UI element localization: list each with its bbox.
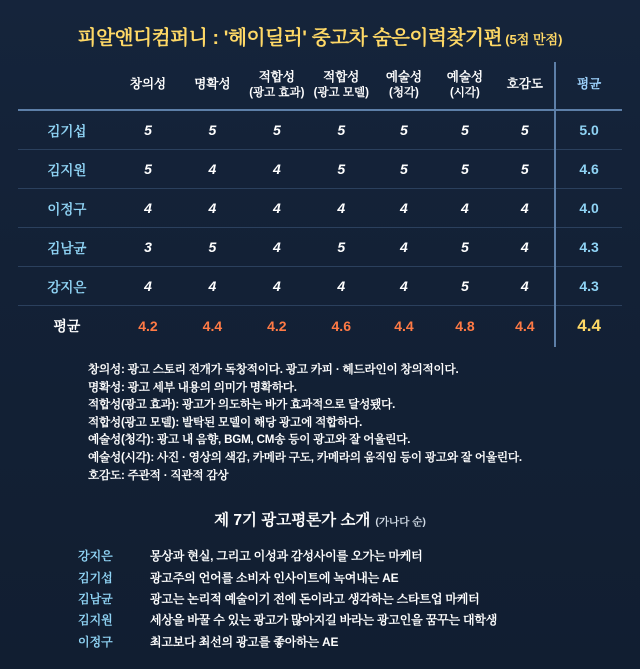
row-name: 김지원	[18, 150, 116, 189]
list-item	[78, 610, 640, 631]
table-row	[18, 267, 622, 306]
legend-item: 예술성(시각): 사진 · 영상의 색감, 카메라 구도, 카메라의 움직임 등이 광고와 잘 어울린다.	[88, 451, 522, 465]
total-score: 4.2	[138, 318, 158, 334]
total-score: 4.4	[394, 318, 414, 334]
score-table	[18, 62, 622, 347]
table-row	[18, 228, 622, 267]
header-fit-effect-label: 적합성	[258, 70, 295, 84]
legend-item: 호감도: 주관적 · 직관적 감상	[88, 468, 229, 482]
header-fit-effect-sub: (광고 효과)	[249, 86, 305, 99]
row-name: 이정구	[18, 189, 116, 228]
legend-item: 명확성: 광고 세부 내용의 의미가 명확하다.	[88, 380, 297, 394]
row-score: 4	[116, 189, 180, 228]
row-score: 4	[180, 267, 244, 306]
header-clarity	[180, 62, 244, 110]
row-score: 5	[434, 150, 495, 189]
list-item	[78, 546, 640, 567]
header-art-audio-sub: (청각)	[389, 86, 419, 99]
title-block	[0, 0, 640, 62]
critic-name: 이정구	[78, 634, 113, 649]
header-fit-model	[309, 62, 373, 110]
row-score: 5	[309, 110, 373, 150]
row-score: 5	[495, 150, 555, 189]
row-score: 5	[309, 228, 373, 267]
table-row	[18, 189, 622, 228]
row-average: 5.0	[555, 110, 622, 150]
legend-item: 적합성(광고 모델): 발탁된 모델이 해당 광고에 적합하다.	[88, 415, 363, 429]
total-label: 평균	[53, 318, 81, 334]
row-score: 4	[245, 228, 309, 267]
critics-section-heading	[0, 508, 640, 530]
row-name: 강지은	[18, 267, 116, 306]
critic-name: 김기섭	[78, 570, 113, 585]
critics-list	[0, 546, 640, 653]
row-score: 5	[180, 228, 244, 267]
total-score: 4.8	[455, 318, 475, 334]
total-score: 4.4	[202, 318, 223, 334]
list-item	[78, 568, 640, 589]
row-score: 4	[245, 150, 309, 189]
row-score: 5	[309, 150, 373, 189]
row-score: 5	[373, 150, 434, 189]
legend-item: 예술성(청각): 광고 내 음향, BGM, CM송 등이 광고와 잘 어울린다.	[88, 433, 411, 447]
table-row	[18, 110, 622, 150]
critic-desc: 몽상과 현실, 그리고 이성과 감성사이를 오가는 마케터	[150, 549, 423, 564]
total-score: 4.6	[331, 318, 351, 334]
critic-name: 김지원	[78, 613, 113, 628]
table-row	[18, 150, 622, 189]
row-score: 5	[434, 267, 495, 306]
row-score: 5	[116, 110, 180, 150]
header-fit-model-label: 적합성	[323, 70, 360, 84]
critic-desc: 세상을 바꿀 수 있는 광고가 많아지길 바라는 광고인을 꿈꾸는 대학생	[150, 613, 498, 628]
row-name: 김남균	[18, 228, 116, 267]
legend-item: 창의성: 광고 스토리 전개가 독창적이다. 광고 카피 · 헤드라인이 창의적이다.	[88, 363, 459, 376]
table-header-row	[18, 62, 622, 110]
critic-desc: 광고는 논리적 예술이기 전에 돈이라고 생각하는 스타트업 마케터	[150, 591, 480, 606]
score-table-wrapper	[0, 62, 640, 347]
critics-heading-text: 제 7기 광고평론가 소개	[214, 512, 371, 530]
criteria-legend	[0, 347, 640, 484]
row-score: 4	[495, 267, 555, 306]
list-item	[78, 589, 640, 610]
header-creativity	[116, 62, 180, 110]
row-average: 4.3	[555, 267, 622, 306]
row-score: 4	[495, 228, 555, 267]
header-clarity-label: 명확성	[194, 77, 231, 92]
row-score: 4	[180, 189, 244, 228]
row-average: 4.6	[555, 150, 622, 189]
header-likability	[495, 62, 555, 110]
header-art-visual	[434, 62, 495, 110]
header-art-visual-label: 예술성	[446, 70, 484, 84]
row-score: 4	[373, 228, 434, 267]
critic-name: 강지은	[78, 549, 113, 564]
row-score: 4	[180, 150, 244, 189]
row-score: 5	[245, 110, 309, 150]
row-score: 4	[373, 189, 434, 228]
row-score: 4	[245, 267, 309, 306]
header-art-audio	[373, 62, 434, 110]
row-score: 5	[116, 150, 180, 189]
header-creativity-label: 창의성	[129, 77, 167, 92]
list-item	[78, 632, 640, 653]
critics-order-note: (가나다 순)	[375, 516, 426, 529]
header-name-col	[18, 62, 116, 110]
page-title-suffix: (5점 만점)	[505, 32, 563, 47]
row-score: 4	[245, 189, 309, 228]
row-average: 4.3	[555, 228, 622, 267]
header-art-audio-label: 예술성	[385, 70, 423, 84]
critic-name: 김남균	[78, 591, 113, 606]
legend-item: 적합성(광고 효과): 광고가 의도하는 바가 효과적으로 달성됐다.	[88, 398, 396, 412]
total-score: 4.2	[267, 318, 287, 334]
header-average: 평균	[555, 62, 622, 110]
row-score: 5	[434, 228, 495, 267]
row-score: 4	[495, 189, 555, 228]
total-score: 4.4	[515, 318, 535, 334]
header-fit-effect	[245, 62, 309, 110]
row-score: 5	[434, 110, 495, 150]
row-score: 5	[495, 110, 555, 150]
row-score: 4	[373, 267, 434, 306]
header-fit-model-sub: (광고 모델)	[313, 86, 369, 99]
row-score: 4	[309, 189, 373, 228]
row-score: 4	[116, 267, 180, 306]
header-likability-label: 호감도	[506, 77, 543, 92]
page-title: 피알앤디컴퍼니 : '헤이딜러' 중고차 숨은이력찾기편	[77, 27, 503, 49]
row-name: 김기섭	[18, 110, 116, 150]
row-score: 5	[373, 110, 434, 150]
table-body	[18, 110, 622, 347]
row-score: 4	[434, 189, 495, 228]
critic-desc: 최고보다 최선의 광고를 좋아하는 AE	[150, 634, 339, 649]
table-total-row	[18, 306, 622, 348]
critic-desc: 광고주의 언어를 소비자 인사이트에 녹여내는 AE	[150, 570, 399, 585]
row-score: 3	[116, 228, 180, 267]
row-average: 4.0	[555, 189, 622, 228]
row-score: 5	[180, 110, 244, 150]
total-average: 4.4	[555, 306, 622, 348]
row-score: 4	[309, 267, 373, 306]
header-art-visual-sub: (시각)	[449, 86, 480, 99]
